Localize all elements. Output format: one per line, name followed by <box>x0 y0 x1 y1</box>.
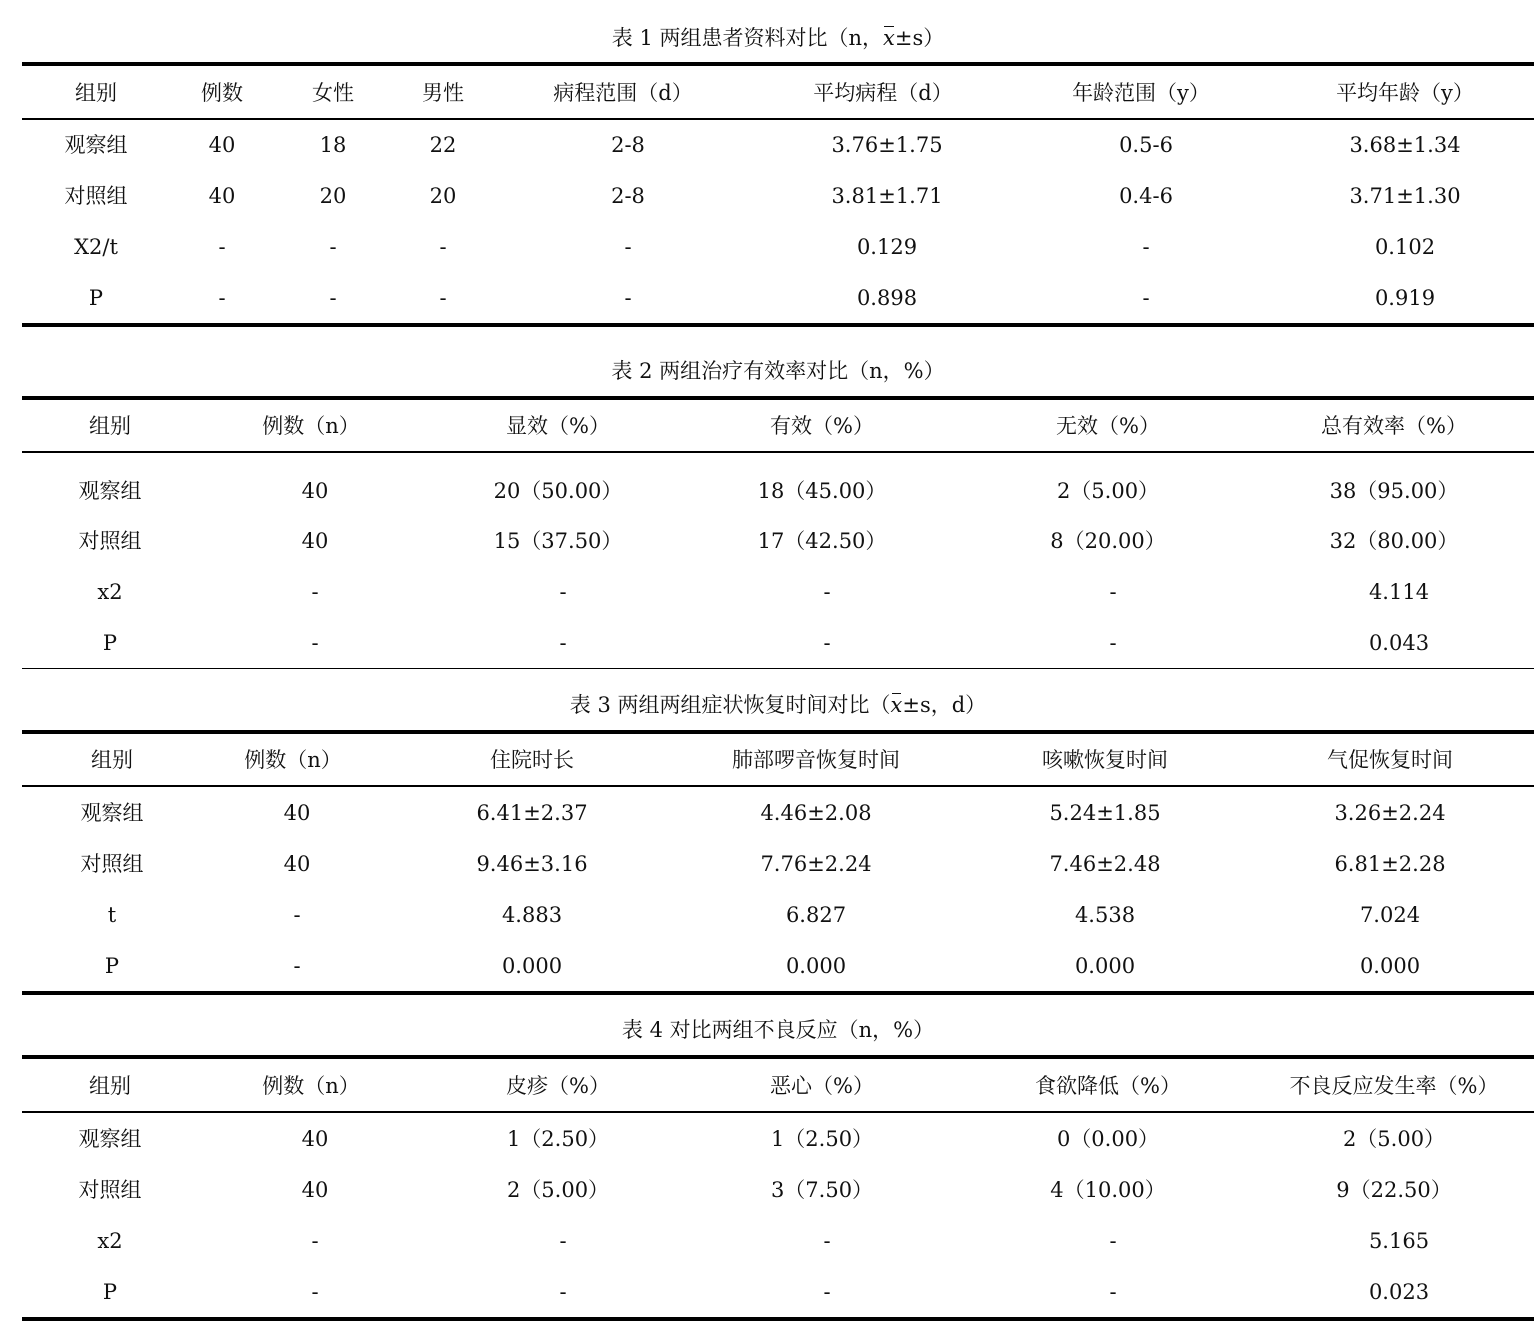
table-cell: 18（45.00） <box>757 479 887 503</box>
table-cell: 0.000 <box>1074 954 1136 978</box>
table-cell: 4.538 <box>1074 903 1136 927</box>
table-cell: 4.46±2.08 <box>760 801 872 825</box>
header-cell: 皮疹（%） <box>506 1074 610 1098</box>
table-cell: 0.102 <box>1374 235 1436 259</box>
header-cell: 例数（n） <box>262 1074 360 1098</box>
table-cell: - <box>559 631 567 655</box>
header-cell: 例数（n） <box>244 748 342 772</box>
table-cell: 对照组 <box>78 1178 142 1202</box>
table-cell: 0.129 <box>856 235 918 259</box>
table-row <box>22 1170 1534 1210</box>
table-cell: 观察组 <box>78 479 142 503</box>
table-cell: - <box>559 1280 567 1304</box>
top-rule <box>22 62 1534 66</box>
table-cell: 22 <box>429 133 457 157</box>
table-cell: P <box>104 954 120 978</box>
table-cell: - <box>218 235 226 259</box>
table-1 <box>22 0 1534 330</box>
table-cell: - <box>559 580 567 604</box>
bottom-rule <box>22 1317 1534 1321</box>
header-cell: 肺部啰音恢复时间 <box>732 748 900 772</box>
table-row <box>22 623 1534 663</box>
table-cell: - <box>624 286 632 310</box>
table-cell: - <box>311 631 319 655</box>
table-cell: 7.76±2.24 <box>760 852 872 876</box>
table-cell: - <box>1142 286 1150 310</box>
table-cell: 40 <box>208 184 236 208</box>
table-row <box>22 793 1534 833</box>
table-cell: 0.000 <box>1359 954 1421 978</box>
table-cell: 4.114 <box>1368 580 1430 604</box>
header-cell: 女性 <box>312 81 354 105</box>
table-cell: - <box>329 286 337 310</box>
table-cell: - <box>823 1229 831 1253</box>
header-cell: 咳嗽恢复时间 <box>1042 748 1168 772</box>
header-row <box>22 1066 1534 1106</box>
table-cell: 2（5.00） <box>1056 479 1160 503</box>
table-row <box>22 946 1534 986</box>
table-cell: 40 <box>301 479 329 503</box>
table-cell: P <box>102 631 118 655</box>
table-row <box>22 125 1534 165</box>
table-row <box>22 227 1534 267</box>
table-cell: 观察组 <box>64 133 128 157</box>
table-cell: 9（22.50） <box>1336 1178 1452 1202</box>
table-cell: x2 <box>97 1229 123 1253</box>
table-cell: - <box>823 631 831 655</box>
header-cell: 病程范围（d） <box>553 81 693 105</box>
header-rule <box>22 118 1534 120</box>
table-cell: - <box>311 1229 319 1253</box>
header-cell: 有效（%） <box>770 414 874 438</box>
table-row <box>22 1119 1534 1159</box>
table-row <box>22 844 1534 884</box>
table-3 <box>22 670 1534 995</box>
table-cell: 2（5.00） <box>506 1178 610 1202</box>
table-cell: 40 <box>283 852 311 876</box>
table-cell: - <box>439 286 447 310</box>
table-row <box>22 1272 1534 1312</box>
table-2 <box>22 330 1534 670</box>
table-row <box>22 521 1534 561</box>
header-cell: 气促恢复时间 <box>1327 748 1453 772</box>
table-cell: 4.883 <box>501 903 563 927</box>
header-row <box>22 740 1534 780</box>
table-cell: 9.46±3.16 <box>476 852 588 876</box>
header-rule <box>22 451 1534 453</box>
table-cell: - <box>823 580 831 604</box>
x-bar-symbol: x <box>891 690 903 720</box>
table-row <box>22 278 1534 318</box>
table-cell: 对照组 <box>64 184 128 208</box>
table-caption: 表 2 两组治疗有效率对比（n，%） <box>611 359 945 383</box>
table-caption: 表 3 两组两组症状恢复时间对比（x±s，d） <box>22 690 1534 720</box>
table-cell: X2/t <box>74 235 118 259</box>
table-cell: 1（2.50） <box>770 1127 874 1151</box>
top-rule <box>22 396 1534 400</box>
table-cell: - <box>1109 1280 1117 1304</box>
table-cell: 15（37.50） <box>493 529 623 553</box>
x-bar-symbol: x <box>883 23 895 53</box>
table-cell: 38（95.00） <box>1329 479 1459 503</box>
table-cell: - <box>439 235 447 259</box>
table-cell: 7.024 <box>1359 903 1421 927</box>
table-cell: P <box>102 1280 118 1304</box>
table-cell: 5.165 <box>1368 1229 1430 1253</box>
table-cell: 1（2.50） <box>506 1127 610 1151</box>
table-cell: 17（42.50） <box>757 529 887 553</box>
header-cell: 食欲降低（%） <box>1035 1074 1181 1098</box>
table-cell: - <box>1142 235 1150 259</box>
table-cell: - <box>293 903 301 927</box>
table-cell: - <box>559 1229 567 1253</box>
table-cell: 0.023 <box>1368 1280 1430 1304</box>
table-cell: 3.76±1.75 <box>831 133 943 157</box>
table-cell: 2-8 <box>611 184 645 208</box>
table-cell: - <box>1109 580 1117 604</box>
header-cell: 组别 <box>89 1074 131 1098</box>
bottom-rule <box>22 668 1534 669</box>
table-cell: 0（0.00） <box>1056 1127 1160 1151</box>
table-cell: 6.827 <box>785 903 847 927</box>
table-cell: 对照组 <box>78 529 142 553</box>
table-cell: 5.24±1.85 <box>1049 801 1161 825</box>
table-cell: 2（5.00） <box>1342 1127 1446 1151</box>
table-cell: 0.000 <box>501 954 563 978</box>
table-caption: 表 1 两组患者资料对比（n，x±s） <box>22 23 1534 53</box>
table-cell: 40 <box>301 1178 329 1202</box>
table-cell: 7.46±2.48 <box>1049 852 1161 876</box>
table-cell: 3.68±1.34 <box>1349 133 1461 157</box>
table-cell: 6.81±2.28 <box>1334 852 1446 876</box>
header-cell: 平均病程（d） <box>813 81 953 105</box>
table-cell: 40 <box>301 529 329 553</box>
table-cell: 0.043 <box>1368 631 1430 655</box>
table-cell: - <box>329 235 337 259</box>
table-row <box>22 572 1534 612</box>
table-cell: - <box>218 286 226 310</box>
table-cell: 观察组 <box>78 1127 142 1151</box>
top-rule <box>22 1055 1534 1059</box>
table-cell: 3.26±2.24 <box>1334 801 1446 825</box>
table-cell: 0.5-6 <box>1119 133 1173 157</box>
table-cell: 0.919 <box>1374 286 1436 310</box>
table-cell: - <box>311 1280 319 1304</box>
header-cell: 男性 <box>422 81 464 105</box>
table-cell: 3.71±1.30 <box>1349 184 1461 208</box>
table-cell: P <box>88 286 104 310</box>
table-cell: 对照组 <box>80 852 144 876</box>
header-cell: 组别 <box>89 414 131 438</box>
table-cell: 8（20.00） <box>1050 529 1166 553</box>
table-cell: 40 <box>301 1127 329 1151</box>
table-cell: - <box>1109 631 1117 655</box>
table-cell: - <box>1109 1229 1117 1253</box>
table-cell: 32（80.00） <box>1329 529 1459 553</box>
table-cell: 40 <box>208 133 236 157</box>
table-cell: t <box>107 903 117 927</box>
table-cell: - <box>823 1280 831 1304</box>
header-cell: 总有效率（%） <box>1321 414 1467 438</box>
top-rule <box>22 730 1534 734</box>
table-4 <box>22 995 1534 1327</box>
bottom-rule <box>22 323 1534 327</box>
table-cell: 0.000 <box>785 954 847 978</box>
table-cell: - <box>293 954 301 978</box>
table-cell: - <box>624 235 632 259</box>
table-cell: - <box>311 580 319 604</box>
table-cell: 0.4-6 <box>1119 184 1173 208</box>
header-row <box>22 73 1534 113</box>
table-cell: 20（50.00） <box>493 479 623 503</box>
header-cell: 组别 <box>75 81 117 105</box>
header-row <box>22 406 1534 446</box>
header-cell: 年龄范围（y） <box>1072 81 1210 105</box>
header-cell: 平均年龄（y） <box>1336 81 1474 105</box>
table-cell: 3.81±1.71 <box>831 184 943 208</box>
table-cell: 6.41±2.37 <box>476 801 588 825</box>
header-cell: 例数 <box>201 81 243 105</box>
table-cell: 20 <box>319 184 347 208</box>
table-cell: 40 <box>283 801 311 825</box>
header-cell: 例数（n） <box>262 414 360 438</box>
table-cell: 观察组 <box>80 801 144 825</box>
header-cell: 无效（%） <box>1056 414 1160 438</box>
header-cell: 显效（%） <box>506 414 610 438</box>
header-cell: 组别 <box>91 748 133 772</box>
table-cell: x2 <box>97 580 123 604</box>
table-row <box>22 1221 1534 1261</box>
header-rule <box>22 1111 1534 1113</box>
header-rule <box>22 785 1534 787</box>
table-cell: 2-8 <box>611 133 645 157</box>
table-cell: 0.898 <box>856 286 918 310</box>
header-cell: 住院时长 <box>490 748 574 772</box>
table-cell: 20 <box>429 184 457 208</box>
table-cell: 4（10.00） <box>1050 1178 1166 1202</box>
header-cell: 不良反应发生率（%） <box>1289 1074 1499 1098</box>
table-row <box>22 895 1534 935</box>
table-cell: 3（7.50） <box>770 1178 874 1202</box>
table-cell: 18 <box>319 133 347 157</box>
table-row <box>22 176 1534 216</box>
table-row <box>22 471 1534 511</box>
table-caption: 表 4 对比两组不良反应（n，%） <box>621 1018 935 1042</box>
header-cell: 恶心（%） <box>770 1074 874 1098</box>
